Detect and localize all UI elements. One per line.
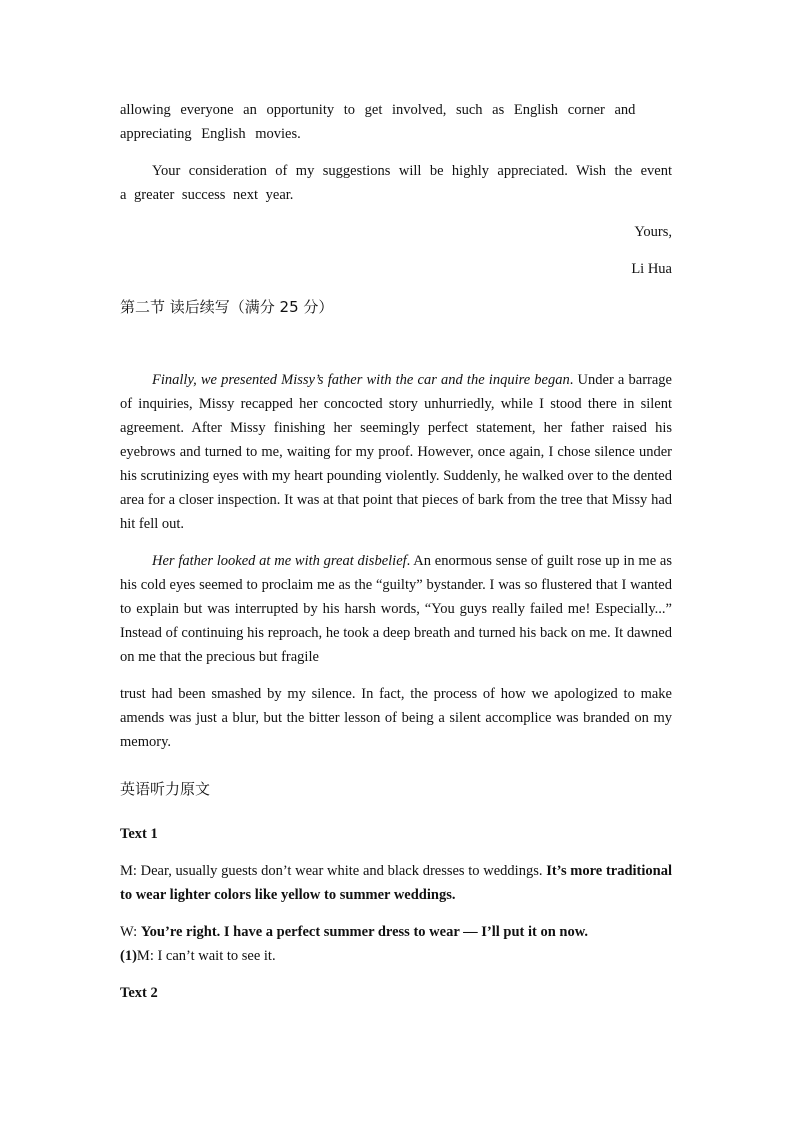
letter-paragraph-continued: allowing everyone an opportunity to get involved, such as English corner and appreciating English movies. <box>120 102 636 142</box>
dialogue-m-line-1-bold: It’s more traditional to wear lighter colors like yellow to summer weddings. <box>120 863 673 903</box>
dialogue-m-line-1 <box>120 859 672 907</box>
dialogue-w-line-1 <box>120 920 672 944</box>
paragraph-1-lead-sentence: Finally, we presented Missy’s father with the car and the inquire began <box>152 372 570 388</box>
dialogue-m-line-2-text: M: I can’t wait to see it. <box>136 948 276 964</box>
listening-heading: 英语听力原文 <box>120 780 211 798</box>
dialogue-m-line-1-plain: M: Dear, usually guests don’t wear white and black dresses to weddings. <box>120 863 547 879</box>
paragraph-2-lead-sentence: Her father looked at me with great disbelief <box>152 553 407 569</box>
dialogue-m-line-2 <box>120 944 672 968</box>
continuation-paragraph-2 <box>120 549 672 669</box>
dialogue-w-line-1-bold: You’re right. I have a perfect summer dress to wear — I’ll put it on now. <box>140 924 589 940</box>
paragraph-1-body: . Under a barrage of inquiries, Missy recapped her concocted story unhurriedly, while I stood there in silent agreement. After Missy finishing her seemingly perfect statement, her father raised his eyebrows and turned to me, waiting for my proof. However, once again, I chose silence under his scrutinizing eyes with my heart pounding violently. Suddenly, he walked over to the dented area for a closer inspection. It was at that point that pieces of bark from the tree that Missy had hit fell out. <box>120 372 672 532</box>
section-heading: 第二节 读后续写（满分 25 分） <box>120 298 334 316</box>
letter-paragraph-closing: Your consideration of my suggestions will be highly appreciated. Wish the event a greater success next year. <box>120 163 672 203</box>
paragraph-2-body: . An enormous sense of guilt rose up in me as his cold eyes seemed to proclaim me as the “guilty” bystander. I was so flustered that I wanted to explain but was interrupted by his harsh words, “You guys really failed me! Especially...” Instead of continuing his reproach, he took a deep breath and turned his back on me. It dawned on me that the precious but fragile <box>120 553 672 665</box>
text-2-label: Text 2 <box>120 985 158 1001</box>
question-marker: (1) <box>120 948 137 964</box>
dialogue-w-line-1-plain: W: <box>120 924 141 940</box>
continuation-paragraph-2-cont: trust had been smashed by my silence. In fact, the process of how we apologized to make amends was just a blur, but the bitter lesson of being a silent accomplice was branded on my memory. <box>120 686 672 750</box>
text-1-label: Text 1 <box>120 826 158 842</box>
letter-signature: Li Hua <box>631 261 672 277</box>
letter-sign-off: Yours, <box>634 224 672 240</box>
continuation-paragraph-1 <box>120 368 672 536</box>
